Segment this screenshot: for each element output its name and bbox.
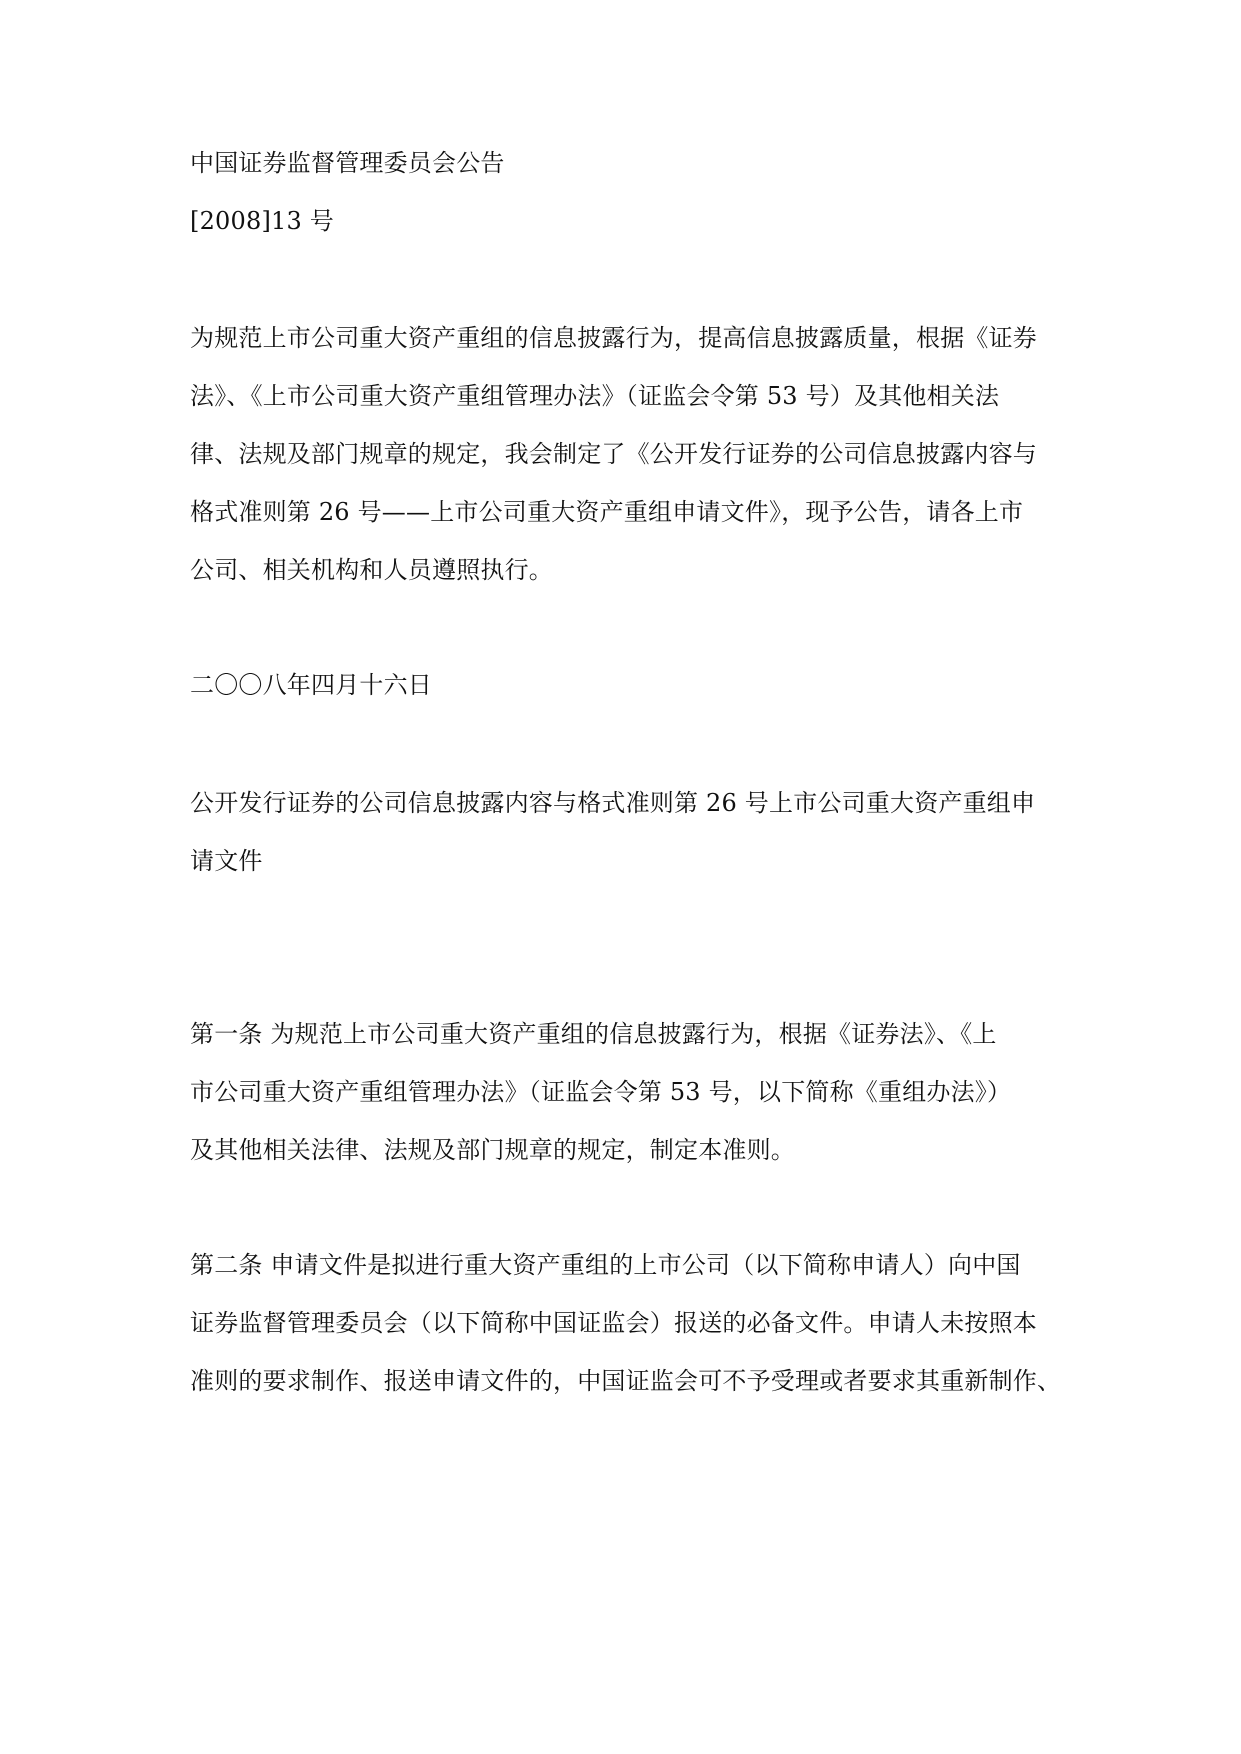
article-2-line: 证券监督管理委员会（以下简称中国证监会）报送的必备文件。申请人未按照本: [190, 1309, 1037, 1337]
article-1-line: 市公司重大资产重组管理办法》（证监会令第 53 号，以下简称《重组办法》）: [190, 1078, 1012, 1106]
notice-line: 格式准则第 26 号——上市公司重大资产重组申请文件》，现予公告，请各上市: [190, 498, 1024, 526]
notice-line: 法》、《上市公司重大资产重组管理办法》（证监会令第 53 号）及其他相关法: [190, 382, 1000, 410]
standard-title-line: 公开发行证券的公司信息披露内容与格式准则第 26 号上市公司重大资产重组申: [190, 789, 1036, 817]
article-2-line: 第二条 申请文件是拟进行重大资产重组的上市公司（以下简称申请人）向中国: [190, 1251, 1021, 1279]
notice-line: 公司、相关机构和人员遵照执行。: [190, 556, 553, 584]
announcement-number: [2008]13 号: [190, 207, 334, 235]
notice-line: 律、法规及部门规章的规定，我会制定了《公开发行证券的公司信息披露内容与: [190, 440, 1037, 468]
notice-line: 为规范上市公司重大资产重组的信息披露行为，提高信息披露质量，根据《证券: [190, 324, 1037, 352]
article-1-line: 及其他相关法律、法规及部门规章的规定，制定本准则。: [190, 1136, 795, 1164]
announcement-date: 二〇〇八年四月十六日: [190, 671, 432, 699]
article-1-line: 第一条 为规范上市公司重大资产重组的信息披露行为，根据《证券法》、《上: [190, 1020, 997, 1048]
announcement-title: 中国证券监督管理委员会公告: [190, 149, 505, 177]
standard-title-line: 请文件: [190, 847, 263, 875]
article-2-line: 准则的要求制作、报送申请文件的，中国证监会可不予受理或者要求其重新制作、: [190, 1367, 1062, 1395]
